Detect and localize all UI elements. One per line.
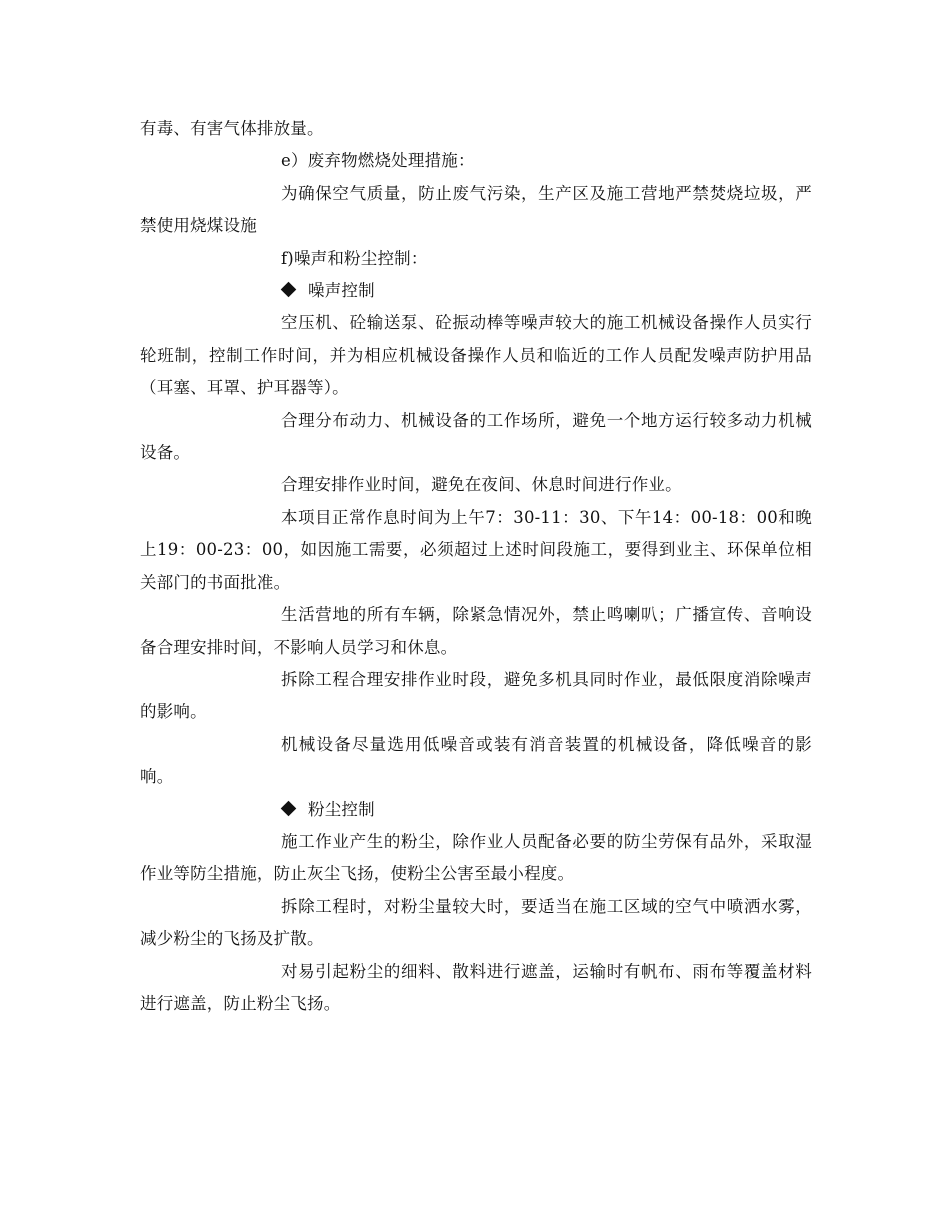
paragraph: 对易引起粉尘的细料、散料进行遮盖，运输时有帆布、雨布等覆盖材料进行遮盖，防止粉尘飞扬。 [140, 961, 812, 1013]
paragraph: 合理分布动力、机械设备的工作场所，避免一个地方运行较多动力机械设备。 [140, 410, 812, 463]
section-heading-f: f)噪声和粉尘控制： [281, 248, 428, 268]
bullet-heading-noise [140, 275, 812, 307]
paragraph: 生活营地的所有车辆，除紧急情况外，禁止鸣喇叭；广播宣传、音响设备合理安排时间，不影响人员学习和休息。 [140, 605, 812, 657]
paragraph: 施工作业产生的粉尘，除作业人员配备必要的防尘劳保有品外，采取湿作业等防尘措施，防止灰尘飞扬，使粉尘公害至最小程度。 [140, 831, 812, 884]
paragraph: 本项目正常作息时间为上午7：30-11：30、下午14：00-18：00和晚上19：00-23：00，如因施工需要，必须超过上述时间段施工，要得到业主、环保单位相关部门的书面批准。 [140, 507, 812, 592]
document-body [140, 113, 812, 1020]
bullet-heading-dust [140, 794, 812, 826]
bullet-heading-label: 噪声控制 [308, 281, 375, 301]
paragraph: 机械设备尽量选用低噪音或装有消音装置的机械设备，降低噪音的影响。 [140, 734, 812, 787]
paragraph: 空压机、砼输送泵、砼振动棒等噪声较大的施工机械设备操作人员实行轮班制，控制工作时间，并为相应机械设备操作人员和临近的工作人员配发噪声防护用品（耳塞、耳罩、护耳器等）。 [140, 313, 812, 398]
paragraph: 为确保空气质量，防止废气污染，生产区及施工营地严禁焚烧垃圾，严禁使用烧煤设施 [140, 183, 812, 236]
paragraph: 拆除工程合理安排作业时段，避免多机具同时作业，最低限度消除噪声的影响。 [140, 669, 812, 722]
diamond-bullet-icon [281, 800, 297, 816]
paragraph: 有毒、有害气体排放量。 [140, 119, 324, 138]
diamond-bullet-icon [281, 282, 297, 298]
bullet-heading-label: 粉尘控制 [308, 799, 375, 819]
paragraph: 拆除工程时，对粉尘量较大时，要适当在施工区域的空气中喷洒水雾，减少粉尘的飞扬及扩散。 [140, 896, 812, 949]
section-heading-e: e）废弃物燃烧处理措施： [281, 151, 475, 171]
paragraph: 合理安排作业时间，避免在夜间、休息时间进行作业。 [281, 475, 682, 495]
